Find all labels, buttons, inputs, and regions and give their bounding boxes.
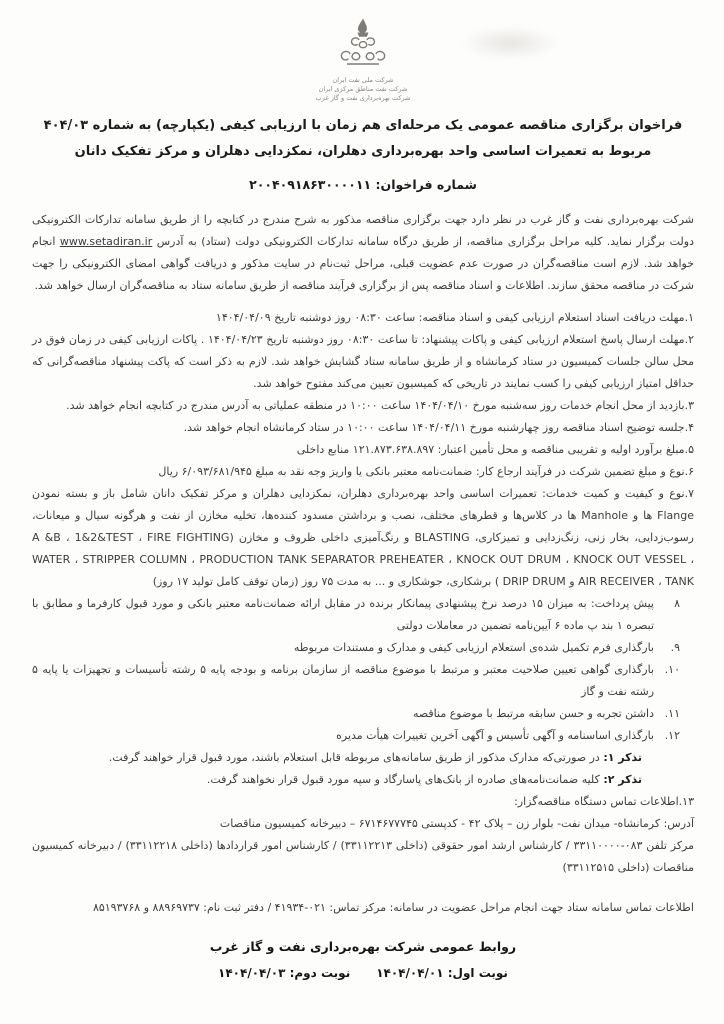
item-number: ۱۲. [664,729,680,742]
note-1: تذکر ۱: در صورتی‌که مدارک مذکور از طریق سامانه‌های مربوطه قابل استعلام باشند، مورد قبول قرار خواهند گرفت. [108,751,642,764]
second-round-date: نوبت دوم: ۱۴۰۴/۰۴/۰۳ [218,966,351,980]
item-number: ۱۳. [678,795,694,808]
tender-item-3: ۳.بازدید از محل انجام خدمات روز سه‌شنبه مورخ ۱۴۰۴/۰۴/۱۰ ساعت ۱۰:۰۰ در منطقه عملیاتی به آدرس مندرج در کتابچه انجام خواهد شد. [66,399,694,412]
logo-caption-line-1: شرکت ملی نفت ایران [332,76,394,84]
setad-contact: اطلاعات تماس سامانه ستاد جهت انجام مراحل عضویت در سامانه: مرکز تماس: ۰۲۱-۴۱۹۳۴ / دفتر ثبت نام: ۸۸۹۶۹۷۳۷ و ۸۵۱۹۳۷۶۸ [92,901,694,914]
item-number: ۱۱. [664,707,680,720]
tender-item-12: ۱۲.بارگذاری اساسنامه و آگهی تأسیس و آگهی آخرین تغییرات هیأت مدیره [32,725,680,747]
tender-item-13: ۱۳.اطلاعات تماس دستگاه مناقصه‌گزار: [514,795,694,808]
contact-phones: مرکز تلفن ۰۸۳-۳۳۱۱۰۰۰۰ / کارشناس ارشد امور حقوقی (داخلی ۳۳۱۱۲۲۱۳) / کارشناس امور قراردادها (داخلی ۳۳۱۱۲۲۱۸) / دبیرخانه کمیسیون مناقصات (داخلی ۳۳۱۱۲۵۱۵) [32,839,695,874]
item-number: ۵. [684,443,694,456]
intro-paragraph [32,209,694,297]
first-round-date: نوبت اول: ۱۴۰۴/۰۴/۰۱ [376,966,508,980]
nioc-logo [321,18,405,76]
doc-title: فراخوان برگزاری مناقصه عمومی یک مرحله‌ای هم زمان با ارزیابی کیفی (یکپارچه) به شماره ۴۰۴/۰۳ [43,118,683,133]
item-number: ۲. [684,333,694,346]
logo-caption-line-2: شرکت نفت مناطق مرکزی ایران [318,85,408,93]
tender-item-10: ۱۰.بارگذاری گواهی تعیین صلاحیت معتبر و مرتبط با موضوع مناقصه از سازمان برنامه و بودجه پایه ۵ رشته تأسیسات و تجهیزات یا پایه ۵ رشته نفت و گاز [32,659,680,703]
tender-item-11: ۱۱.داشتن تجربه و حسن سابقه مرتبط با موضوع مناقصه [32,703,680,725]
item-number: ۴. [684,421,694,434]
tender-item-5: ۵.مبلغ برآورد اولیه و تقریبی مناقصه و محل تأمین اعتبار: ۱۲۱.۸۷۳.۶۳۸.۸۹۷ منابع داخلی [296,443,694,456]
contact-address: آدرس: کرمانشاه- میدان نفت- بلوار زن – پلاک ۴۲ - کدپستی ۶۷۱۴۶۷۷۷۴۵ – دبیرخانه کمیسیون مناقصات [219,817,694,830]
publication-dates [32,961,694,985]
item-number: ۸ [674,597,680,610]
tender-item-6: ۶.نوع و مبلغ تضمین شرکت در فرآیند ارجاع کار: ضمانت‌نامه معتبر بانکی یا واریز وجه نقد به مبلغ ۶/۰۹۳/۶۸۱/۹۴۵ ریال [158,465,694,478]
intro-text-before: شرکت بهره‌برداری نفت و گاز غرب در نظر دارد جهت برگزاری مناقصه مذکور به شرح مندرج در کتابچه را از طریق سامانه تدارکات الکترونیکی دولت برگزار نماید. کلیه مراحل برگزاری مناقصه، از طریق درگاه سامانه تدارکات الکترونیکی دولت (ستاد) به آدرس [32,213,694,248]
title-block [32,113,694,197]
tender-item-4: ۴.جلسه توضیح اسناد مناقصه روز چهارشنبه مورخ ۱۴۰۴/۰۴/۱۱ ساعت ۱۰:۰۰ در ستاد کرمانشاه انجام خواهد شد. [183,421,694,434]
tender-item-7: ۷.نوع و کیفیت و کمیت خدمات: تعمیرات اساسی واحد بهره‌برداری دهلران، نمکزدایی دهلران و مرکز تفکیک دانان شامل باز و بسته نمودن Flange ها و Manhole ها در کلاس‌ها و قطرهای مختلف، نصب و برداشتن مسدود کننده‌ها، تخلیه مخازن از نفت و هرگونه سیال و میعانات، رسوب‌زدایی، بخار زنی، زنگ‌زدایی و تمیزکاری، BLASTING و رنگ‌آمیزی داخلی ظروف و مخازن (A &B ، 1&2&TEST ، FIRE FIGHTING WATER ، STRIPPER COLUMN ، PRODUCTION TANK SEPARATOR PREHEATER ، KNOCK OUT DRUM ، KNOCK OUT VESSEL ، AIR RECEIVER ، TANK و DRIP DRUM ) برشکاری، جوشکاری و ... به مدت ۷۵ روز (زمان توقف کامل تولید ۱۷ روز) [32,487,694,588]
doc-subtitle: مربوط به تعمیرات اساسی واحد بهره‌برداری دهلران، نمکزدایی دهلران و مرکز تفکیک دانان [74,144,652,159]
tender-item-2: ۲.مهلت ارسال پاسخ استعلام ارزیابی کیفی و پاکات پیشنهاد: تا ساعت ۰۸:۳۰ روز دوشنبه تاریخ ۱۴۰۴/۰۴/۲۳ . پاکات ارزیابی کیفی در زمان فوق در محل سالن جلسات کمیسیون در ستاد کرمانشاه و از طریق سامانه ستاد گشایش خواهد شد. لازم به ذکر است که پاکت پیشنهاد مناقصه‌گرانی که حداقل امتیاز ارزیابی کیفی را کسب نمایند در تاریخی که کمیسیون تعیین می‌کند مفتوح خواهد شد. [32,333,694,390]
item-number: ۷. [684,487,694,500]
intro-text-after: انجام خواهد شد. لازم است مناقصه‌گران در صورت عدم عضویت قبلی، مراحل ثبت‌نام در سایت مذکور و دریافت گواهی امضای الکترونیکی را جهت شرکت در مناقصه محقق سازند. اطلاعات و اسناد مناقصه پس از برگزاری فرآیند مناقصه از طریق سامانه ستاد به مناقصه‌گران ارسال خواهد شد. [32,235,694,292]
item-number: ۳. [684,399,694,412]
ref-number: شماره فراخوان: ۲۰۰۴۰۹۱۸۶۳۰۰۰۰۱۱ [249,177,477,192]
note-label: تذکر ۲: [603,773,642,786]
tender-item-1: ۱.مهلت دریافت اسناد استعلام ارزیابی کیفی و اسناد مناقصه: ساعت ۰۸:۳۰ روز دوشنبه تاریخ ۱۴۰۴/۰۴/۰۹ [215,311,694,324]
letterhead [32,18,694,103]
note-2: تذکر ۲: کلیه ضمانت‌نامه‌های صادره از بانک‌های پاسارگاد و سپه مورد قبول قرار نخواهند گرفت. [206,773,642,786]
item-number: ۹. [670,641,680,654]
setadiran-link[interactable]: www.setadiran.ir [59,235,153,248]
footer [32,935,694,985]
tender-items-list [32,307,694,919]
item-number: ۱. [684,311,694,324]
note-label: تذکر ۱: [603,751,642,764]
item-number: ۱۰. [664,663,680,676]
item-number: ۶. [684,465,694,478]
footer-publisher: روابط عمومی شرکت بهره‌برداری نفت و گاز غرب [209,939,517,954]
tender-item-8: ۸پیش پرداخت: به میزان ۱۵ درصد نرخ پیشنهادی پیمانکار برنده در مقابل ارائه ضمانت‌نامه معتبر بانکی و مورد قبول کارفرما و مطابق با تبصره ۱ بند پ ماده ۶ آیین‌نامه تضمین در معاملات دولتی [32,593,680,637]
tender-item-9: ۹.بارگذاری فرم تکمیل شده‌ی استعلام ارزیابی کیفی و مدارک و مستندات مربوطه [32,637,680,659]
logo-caption-line-3: شرکت بهره‌برداری نفت و گاز غرب [315,94,411,102]
